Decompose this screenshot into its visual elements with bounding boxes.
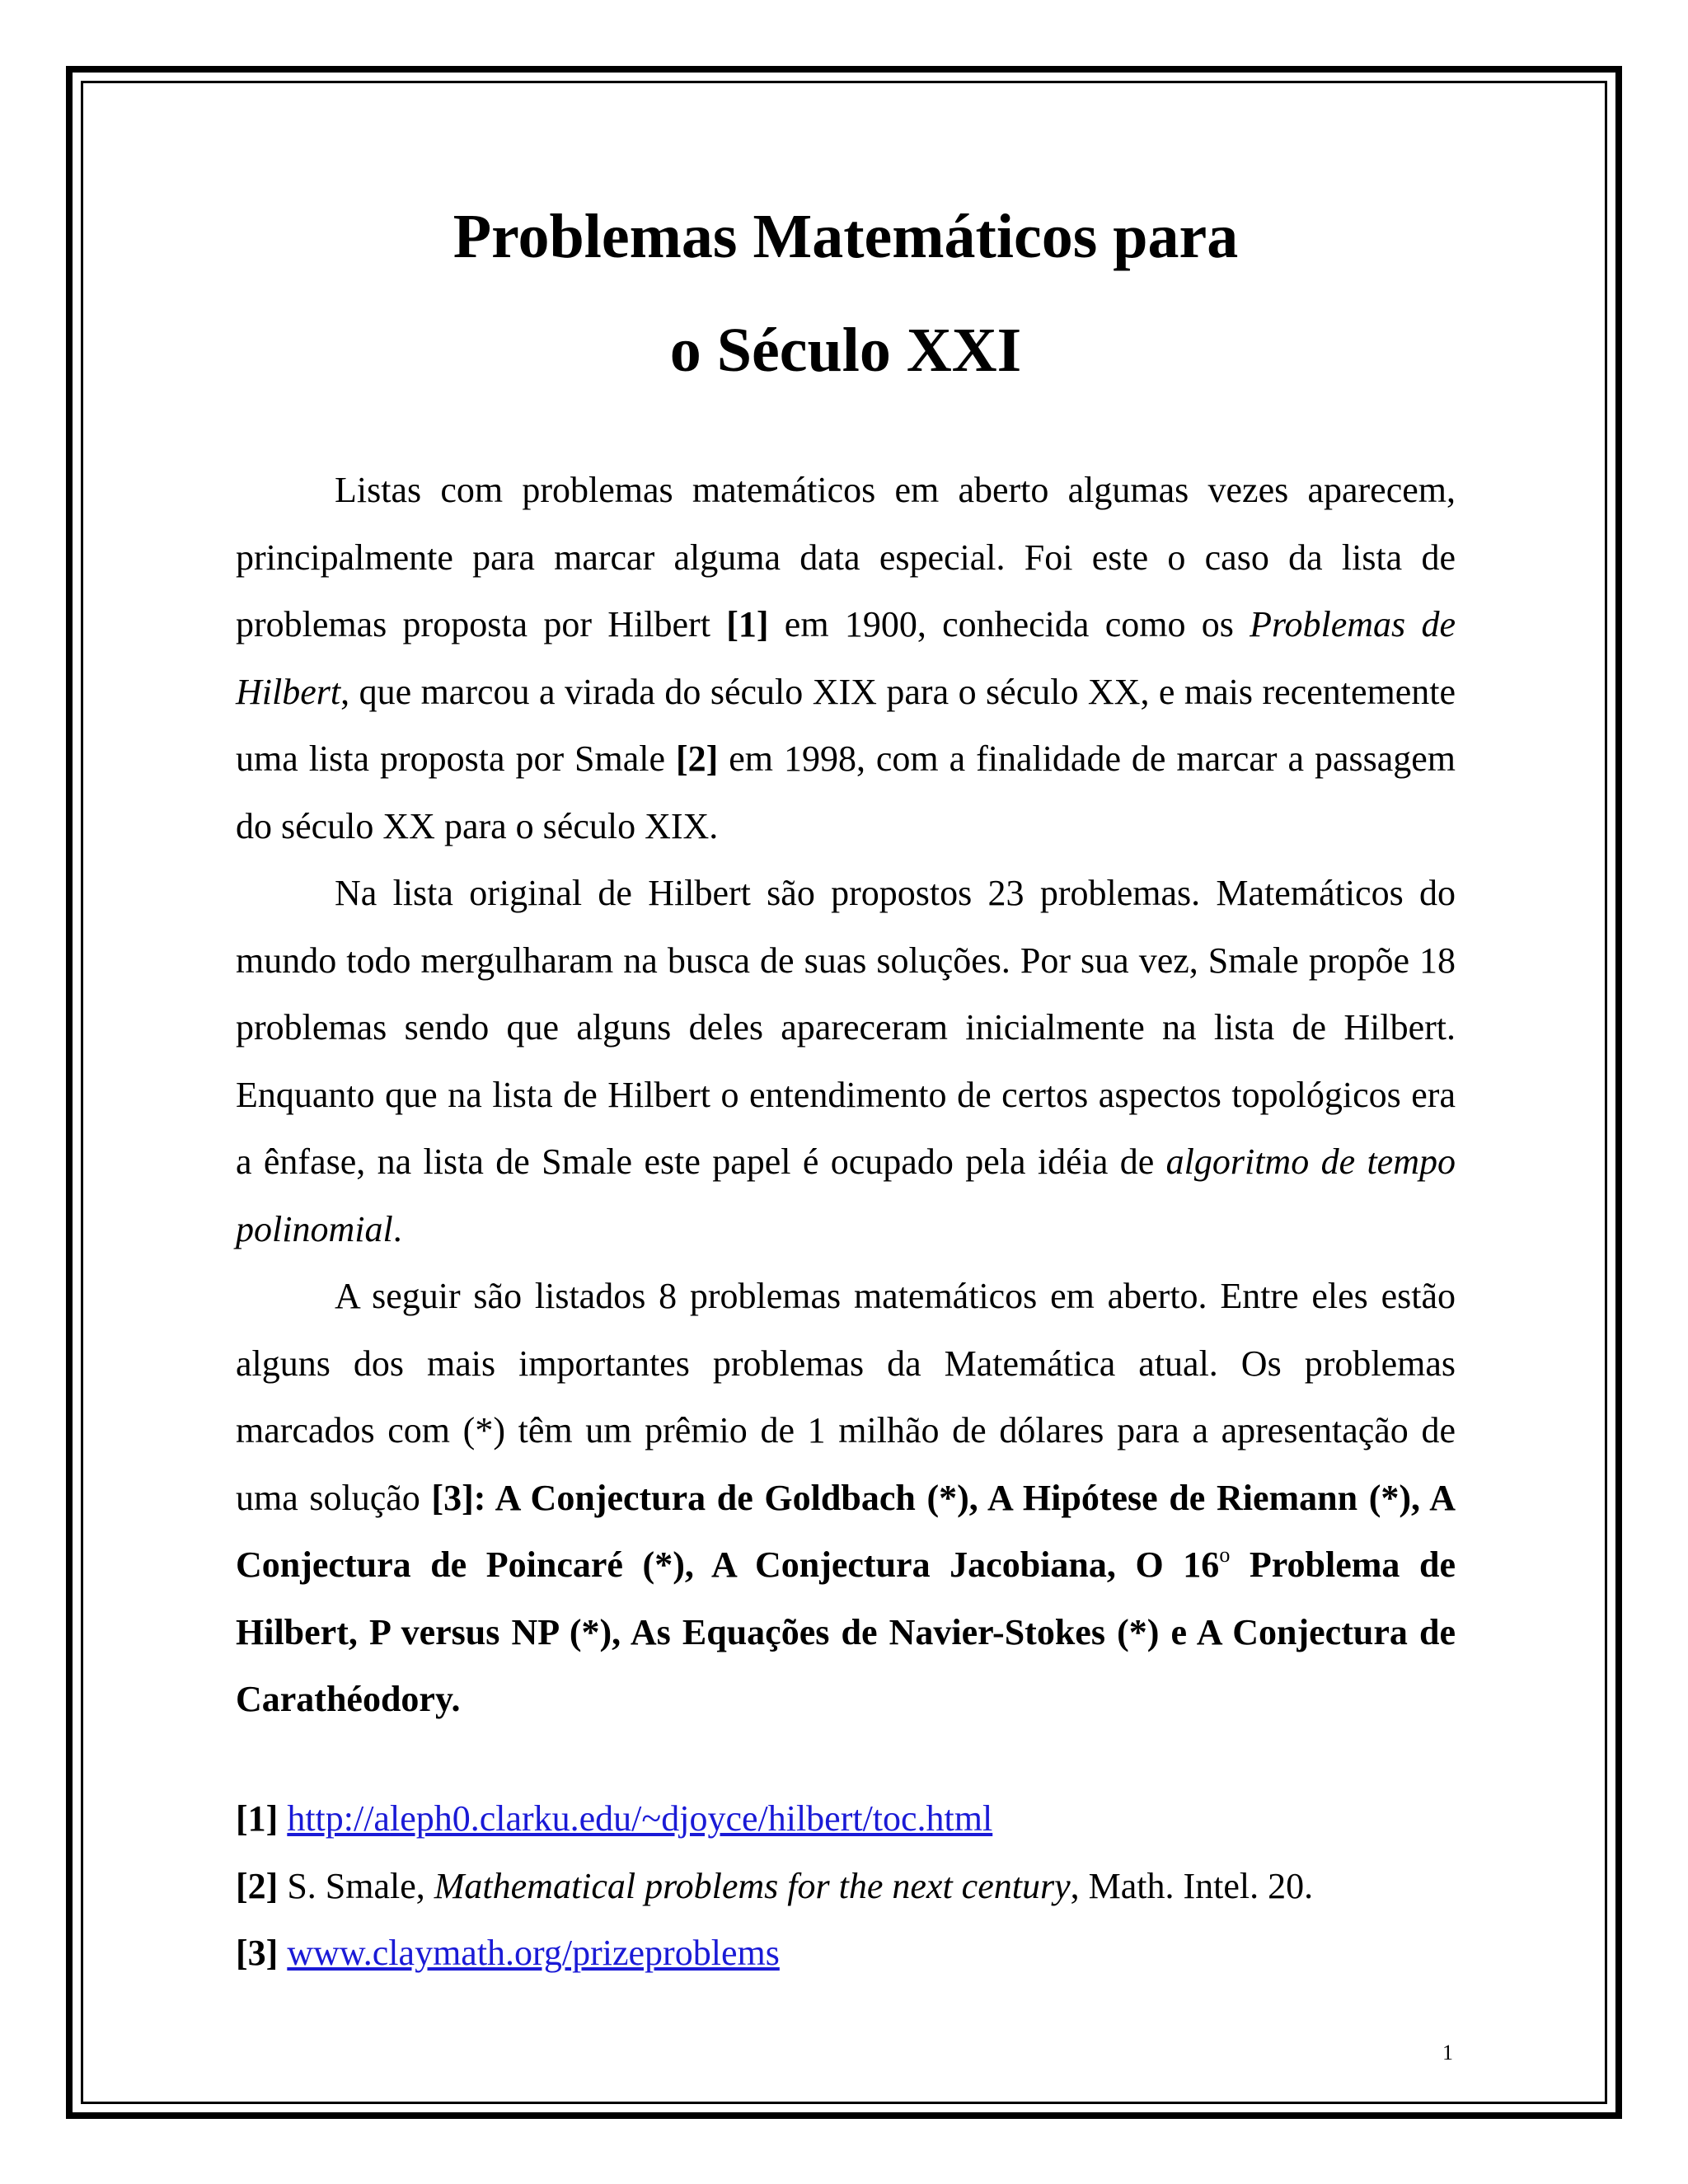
- p2-text-2: .: [392, 1208, 402, 1249]
- references: [236, 1785, 1456, 1987]
- p3-text-1: A seguir são listados 8 problemas matemáticos em aberto. Entre eles estão alguns dos mais importantes problemas da Matemática atual. Os problemas marcados com (*) têm um prêmio de 1 milhão de dólares para a apresentação de uma solução: [236, 1276, 1456, 1518]
- reference-label: [2]: [236, 1865, 279, 1906]
- p1-italic-hilbert: Problemas de Hilbert: [236, 604, 1456, 712]
- title-line-1: Problemas Matemáticos para: [452, 202, 1239, 271]
- p3-bold-1: [3]: A Conjectura de Goldbach (*), A Hipótese de Riemann (*), A Conjectura de Poincaré (*), A Conjectura Jacobiana, O 16: [236, 1477, 1456, 1585]
- reference-label: [3]: [236, 1933, 279, 1973]
- p2-italic-algoritmo: algoritmo de tempo polinomial: [236, 1141, 1456, 1249]
- reference-1: [236, 1785, 1456, 1853]
- p1-text-3: , que marcou a virada do século XIX para o século XX, e mais recentemente uma lista proposta por Smale: [236, 671, 1456, 779]
- p3-superscript: o: [1219, 1543, 1231, 1567]
- paragraph-1: [236, 457, 1456, 860]
- title-line-2: o Século XXI: [669, 316, 1022, 385]
- page-number: 1: [1442, 2041, 1453, 2064]
- p1-ref-1: [1]: [726, 604, 769, 644]
- p1-text-1: Listas com problemas matemáticos em aberto algumas vezes aparecem, principalmente para marcar alguma data especial. Foi este o caso da lista de problemas proposta por Hilbert: [236, 470, 1456, 644]
- reference-link[interactable]: www.claymath.org/prizeproblems: [287, 1933, 780, 1973]
- paragraph-2: [236, 860, 1456, 1263]
- body-text: [236, 457, 1456, 1733]
- reference-label: [1]: [236, 1798, 279, 1839]
- reference-2: [236, 1853, 1456, 1920]
- reference-text-after: , Math. Intel. 20.: [1070, 1865, 1314, 1906]
- p3-bold-2: Problema de Hilbert, P versus NP (*), As Equações de Navier-Stokes (*) e A Conjectura de Carathéodory.: [236, 1544, 1456, 1719]
- paragraph-3: [236, 1263, 1456, 1733]
- p2-text-1: Na lista original de Hilbert são propostos 23 problemas. Matemáticos do mundo todo mergulharam na busca de suas soluções. Por sua vez, Smale propõe 18 problemas sendo que alguns deles apareceram inicialmente na lista de Hilbert. Enquanto que na lista de Hilbert o entendimento de certos aspectos topológicos era a ênfase, na lista de Smale este papel é ocupado pela idéia de: [236, 873, 1456, 1182]
- reference-text: S. Smale,: [287, 1865, 434, 1906]
- reference-italic-title: Mathematical problems for the next century: [434, 1865, 1071, 1906]
- reference-3: [236, 1919, 1456, 1987]
- p1-text-2: em 1900, conhecida como os: [768, 604, 1250, 644]
- reference-link[interactable]: http://aleph0.clarku.edu/~djoyce/hilbert/toc.html: [287, 1798, 993, 1839]
- p1-text-4: em 1998, com a finalidade de marcar a passagem do século XX para o século XIX.: [236, 738, 1456, 846]
- p1-ref-2: [2]: [675, 738, 719, 779]
